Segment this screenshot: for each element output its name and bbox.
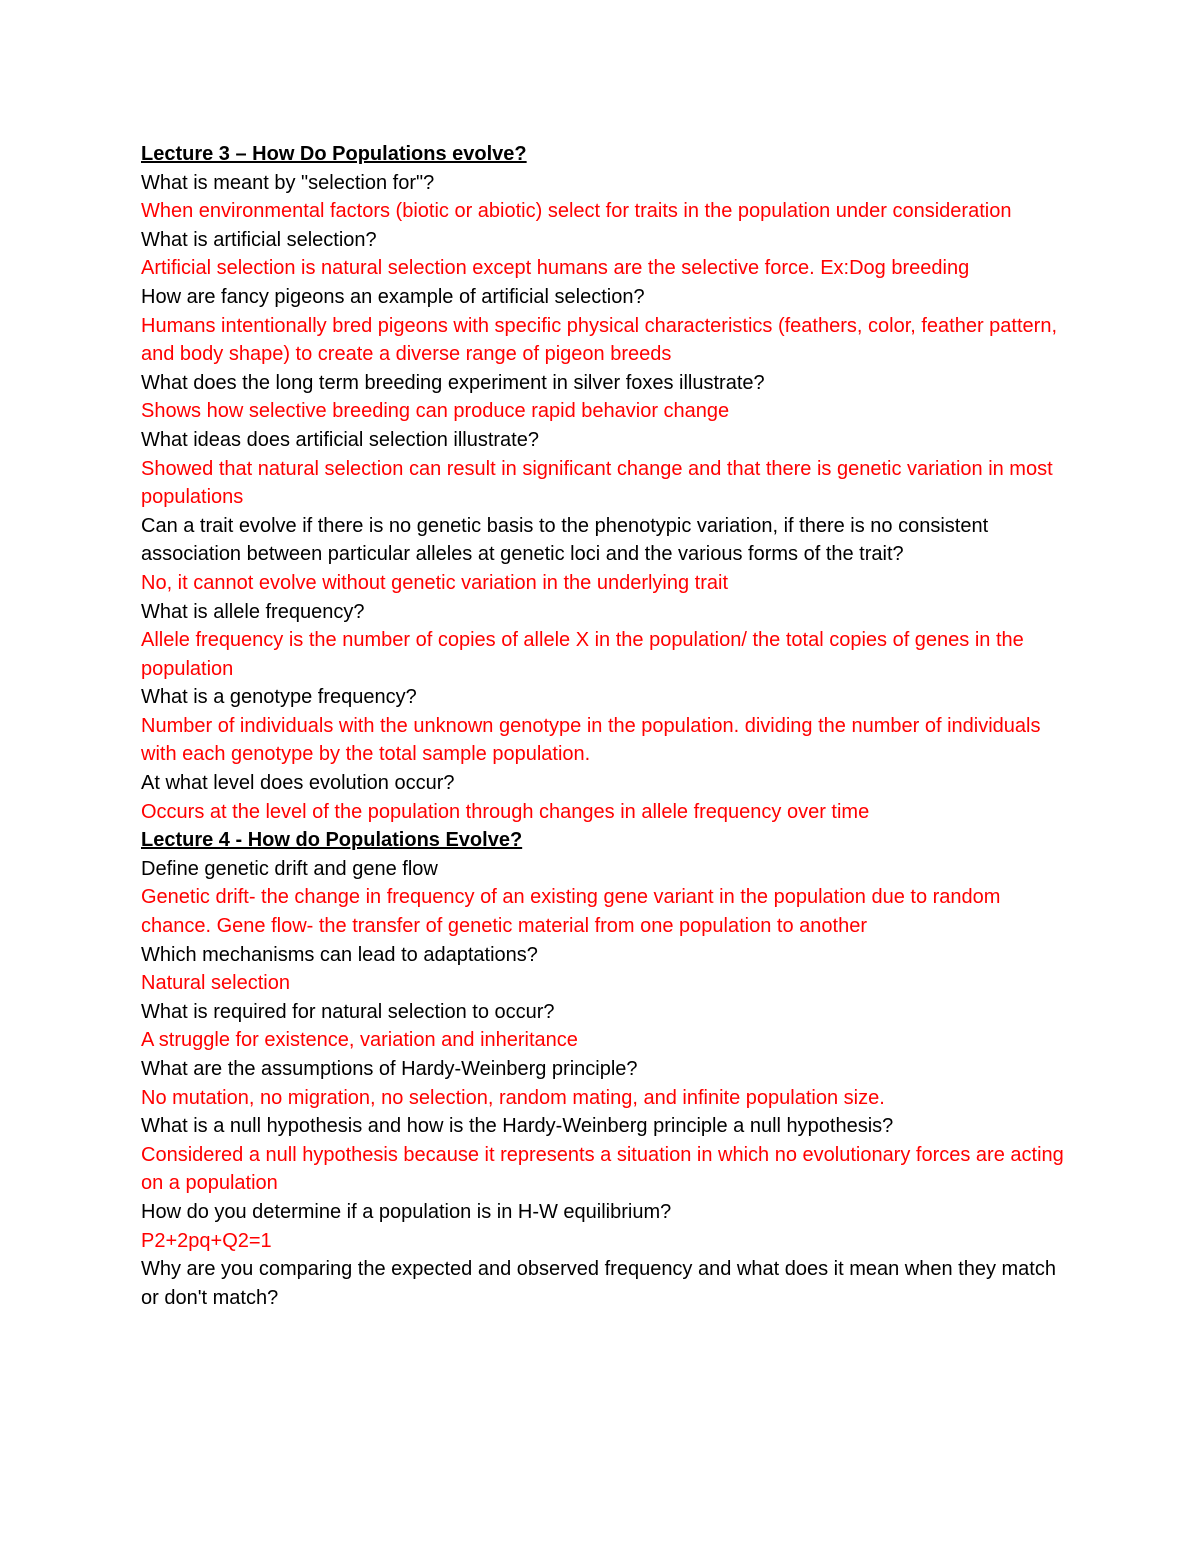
answer: Artificial selection is natural selection except humans are the selective force. Ex:Dog breeding <box>141 257 970 280</box>
answer: A struggle for existence, variation and inheritance <box>141 1029 578 1052</box>
question: What is required for natural selection to occur? <box>141 1000 555 1023</box>
answer: Genetic drift- the change in frequency of an existing gene variant in the population due to random chance. Gene flow- the transfer of genetic material from one population to another <box>141 886 1001 938</box>
answer: No mutation, no migration, no selection, random mating, and infinite population size. <box>141 1086 885 1109</box>
answer: Natural selection <box>141 972 290 995</box>
answer: Considered a null hypothesis because it represents a situation in which no evolutionary forces are acting on a population <box>141 1143 1064 1195</box>
question: What are the assumptions of Hardy-Weinberg principle? <box>141 1058 638 1080</box>
question: Can a trait evolve if there is no genetic basis to the phenotypic variation, if there is no consistent association between particular alleles at genetic loci and the various forms of the trait? <box>141 514 989 566</box>
answer: Number of individuals with the unknown genotype in the population. dividing the number of individuals with each genotype by the total sample population. <box>141 714 1041 766</box>
question: Why are you comparing the expected and observed frequency and what does it mean when they match or don't match? <box>141 1258 1056 1309</box>
document-page <box>141 140 1071 1312</box>
answer: P2+2pq+Q2=1 <box>141 1229 272 1252</box>
answer: Occurs at the level of the population through changes in allele frequency over time <box>141 800 870 823</box>
lecture-4-heading: Lecture 4 - How do Populations Evolve? <box>141 829 523 852</box>
question: At what level does evolution occur? <box>141 772 455 795</box>
question: Which mechanisms can lead to adaptations? <box>141 943 538 966</box>
answer: No, it cannot evolve without genetic variation in the underlying trait <box>141 571 729 594</box>
answer: Allele frequency is the number of copies of allele X in the population/ the total copies of genes in the population <box>141 629 1024 680</box>
question: What is artificial selection? <box>141 228 377 251</box>
question: What does the long term breeding experiment in silver foxes illustrate? <box>141 371 765 394</box>
lecture-3-heading: Lecture 3 – How Do Populations evolve? <box>141 143 527 165</box>
question: What is a genotype frequency? <box>141 686 417 709</box>
question: Define genetic drift and gene flow <box>141 857 438 880</box>
answer: Shows how selective breeding can produce rapid behavior change <box>141 400 730 423</box>
question: How are fancy pigeons an example of artificial selection? <box>141 285 645 308</box>
answer: Humans intentionally bred pigeons with specific physical characteristics (feathers, color, feather pattern, and body shape) to create a diverse range of pigeon breeds <box>141 314 1058 366</box>
answer: Showed that natural selection can result in significant change and that there is genetic variation in most populations <box>141 457 1053 509</box>
question: What is a null hypothesis and how is the Hardy-Weinberg principle a null hypothesis? <box>141 1115 894 1138</box>
question: What is allele frequency? <box>141 600 365 623</box>
question: What is meant by "selection for"? <box>141 171 435 194</box>
question: How do you determine if a population is in H-W equilibrium? <box>141 1200 672 1223</box>
question: What ideas does artificial selection illustrate? <box>141 428 539 451</box>
answer: When environmental factors (biotic or abiotic) select for traits in the population under consideration <box>141 200 1012 223</box>
